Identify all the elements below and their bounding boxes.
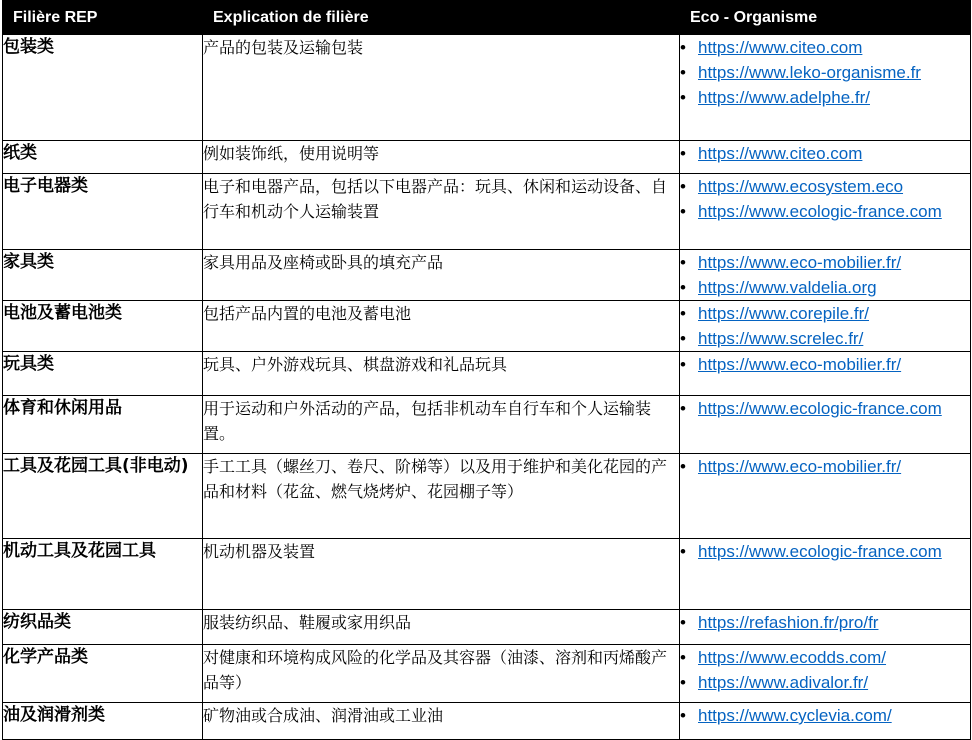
description-cell: 产品的包装及运输包装 bbox=[203, 35, 680, 141]
link-list-item bbox=[680, 454, 970, 479]
description-cell: 电子和电器产品，包括以下电器产品：玩具、休闲和运动设备、自行车和机动个人运输装置 bbox=[203, 174, 680, 250]
link-list-item bbox=[680, 199, 970, 224]
link-list-item bbox=[680, 326, 970, 351]
table-row bbox=[3, 141, 971, 174]
eco-organisme-cell bbox=[680, 141, 971, 174]
eco-organisme-link[interactable]: https://www.adelphe.fr/ bbox=[698, 88, 870, 107]
category-cell: 玩具类 bbox=[3, 352, 203, 396]
header-eco-organisme: Eco - Organisme bbox=[680, 1, 971, 35]
link-list bbox=[680, 352, 970, 377]
eco-organisme-link[interactable]: https://www.ecologic-france.com bbox=[698, 202, 942, 221]
bullet-icon: • bbox=[680, 399, 686, 418]
bullet-icon: • bbox=[680, 329, 686, 348]
bullet-icon: • bbox=[680, 278, 686, 297]
category-cell: 油及润滑剂类 bbox=[3, 703, 203, 740]
link-list-item bbox=[680, 141, 970, 166]
eco-organisme-link[interactable]: https://www.ecosystem.eco bbox=[698, 177, 904, 196]
eco-organisme-cell bbox=[680, 301, 971, 352]
link-list bbox=[680, 35, 970, 110]
description-cell: 对健康和环境构成风险的化学品及其容器（油漆、溶剂和丙烯酸产品等） bbox=[203, 645, 680, 703]
category-cell: 体育和休闲用品 bbox=[3, 396, 203, 454]
category-cell: 家具类 bbox=[3, 250, 203, 301]
eco-organisme-cell bbox=[680, 645, 971, 703]
category-cell: 工具及花园工具(非电动) bbox=[3, 454, 203, 539]
category-cell: 纸类 bbox=[3, 141, 203, 174]
bullet-icon: • bbox=[680, 88, 686, 107]
link-list-item bbox=[680, 396, 970, 421]
link-list bbox=[680, 301, 970, 351]
category-cell: 化学产品类 bbox=[3, 645, 203, 703]
eco-organisme-link[interactable]: https://refashion.fr/pro/fr bbox=[698, 613, 879, 632]
bullet-icon: • bbox=[680, 542, 686, 561]
bullet-icon: • bbox=[680, 253, 686, 272]
eco-organisme-link[interactable]: https://www.cyclevia.com/ bbox=[698, 706, 892, 725]
eco-organisme-link[interactable]: https://www.valdelia.org bbox=[698, 278, 877, 297]
link-list-item bbox=[680, 645, 970, 670]
bullet-icon: • bbox=[680, 355, 686, 374]
description-cell: 机动机器及装置 bbox=[203, 539, 680, 610]
eco-organisme-link[interactable]: https://www.eco-mobilier.fr/ bbox=[698, 457, 902, 476]
bullet-icon: • bbox=[680, 457, 686, 476]
link-list-item bbox=[680, 301, 970, 326]
category-cell: 纺织品类 bbox=[3, 610, 203, 645]
eco-organisme-link[interactable]: https://www.eco-mobilier.fr/ bbox=[698, 253, 902, 272]
description-cell: 矿物油或合成油、润滑油或工业油 bbox=[203, 703, 680, 740]
link-list bbox=[680, 141, 970, 166]
eco-organisme-cell bbox=[680, 703, 971, 740]
eco-organisme-cell bbox=[680, 352, 971, 396]
link-list-item bbox=[680, 610, 970, 635]
table-row bbox=[3, 250, 971, 301]
bullet-icon: • bbox=[680, 144, 686, 163]
eco-organisme-link[interactable]: https://www.screlec.fr/ bbox=[698, 329, 864, 348]
link-list-item bbox=[680, 670, 970, 695]
category-cell: 机动工具及花园工具 bbox=[3, 539, 203, 610]
category-cell: 电子电器类 bbox=[3, 174, 203, 250]
table-row bbox=[3, 539, 971, 610]
link-list bbox=[680, 645, 970, 695]
eco-organisme-cell bbox=[680, 539, 971, 610]
eco-organisme-link[interactable]: https://www.leko-organisme.fr bbox=[698, 63, 921, 82]
eco-organisme-link[interactable]: https://www.eco-mobilier.fr/ bbox=[698, 355, 902, 374]
eco-organisme-cell bbox=[680, 610, 971, 645]
eco-organisme-link[interactable]: https://www.corepile.fr/ bbox=[698, 304, 870, 323]
table-row bbox=[3, 35, 971, 141]
eco-organisme-link[interactable]: https://www.ecologic-france.com bbox=[698, 542, 942, 561]
table-row bbox=[3, 396, 971, 454]
header-filiere: Filière REP bbox=[3, 1, 203, 35]
link-list-item bbox=[680, 60, 970, 85]
eco-organisme-link[interactable]: https://www.citeo.com bbox=[698, 144, 863, 163]
link-list bbox=[680, 174, 970, 224]
eco-organisme-cell bbox=[680, 174, 971, 250]
link-list-item bbox=[680, 539, 970, 564]
table-row bbox=[3, 610, 971, 645]
bullet-icon: • bbox=[680, 177, 686, 196]
bullet-icon: • bbox=[680, 202, 686, 221]
link-list bbox=[680, 454, 970, 479]
link-list-item bbox=[680, 174, 970, 199]
description-cell: 家具用品及座椅或卧具的填充产品 bbox=[203, 250, 680, 301]
link-list-item bbox=[680, 275, 970, 300]
table-row bbox=[3, 301, 971, 352]
link-list bbox=[680, 703, 970, 728]
bullet-icon: • bbox=[680, 38, 686, 57]
eco-organisme-link[interactable]: https://www.ecologic-france.com bbox=[698, 399, 942, 418]
table-body bbox=[3, 35, 971, 740]
table-row bbox=[3, 703, 971, 740]
link-list bbox=[680, 396, 970, 421]
eco-organisme-link[interactable]: https://www.citeo.com bbox=[698, 38, 863, 57]
link-list-item bbox=[680, 250, 970, 275]
link-list bbox=[680, 250, 970, 300]
description-cell: 服装纺织品、鞋履或家用织品 bbox=[203, 610, 680, 645]
link-list-item bbox=[680, 703, 970, 728]
eco-organisme-cell bbox=[680, 35, 971, 141]
bullet-icon: • bbox=[680, 706, 686, 725]
header-row bbox=[3, 1, 971, 35]
eco-organisme-cell bbox=[680, 396, 971, 454]
link-list-item bbox=[680, 85, 970, 110]
header-explication: Explication de filière bbox=[203, 1, 680, 35]
eco-organisme-cell bbox=[680, 454, 971, 539]
bullet-icon: • bbox=[680, 613, 686, 632]
description-cell: 手工工具（螺丝刀、卷尺、阶梯等）以及用于维护和美化花园的产品和材料（花盆、燃气烧烤炉、花园棚子等） bbox=[203, 454, 680, 539]
category-cell: 电池及蓄电池类 bbox=[3, 301, 203, 352]
description-cell: 例如装饰纸，使用说明等 bbox=[203, 141, 680, 174]
eco-organisme-link[interactable]: https://www.adivalor.fr/ bbox=[698, 673, 869, 692]
description-cell: 用于运动和户外活动的产品，包括非机动车自行车和个人运输装置。 bbox=[203, 396, 680, 454]
table-row bbox=[3, 174, 971, 250]
description-cell: 包括产品内置的电池及蓄电池 bbox=[203, 301, 680, 352]
category-cell: 包装类 bbox=[3, 35, 203, 141]
link-list-item bbox=[680, 352, 970, 377]
eco-organisme-cell bbox=[680, 250, 971, 301]
link-list bbox=[680, 539, 970, 564]
rep-table bbox=[2, 0, 971, 740]
eco-organisme-link[interactable]: https://www.ecodds.com/ bbox=[698, 648, 887, 667]
bullet-icon: • bbox=[680, 63, 686, 82]
bullet-icon: • bbox=[680, 673, 686, 692]
table-row bbox=[3, 352, 971, 396]
bullet-icon: • bbox=[680, 648, 686, 667]
link-list-item bbox=[680, 35, 970, 60]
bullet-icon: • bbox=[680, 304, 686, 323]
description-cell: 玩具、户外游戏玩具、棋盘游戏和礼品玩具 bbox=[203, 352, 680, 396]
table-row bbox=[3, 645, 971, 703]
table-row bbox=[3, 454, 971, 539]
link-list bbox=[680, 610, 970, 635]
